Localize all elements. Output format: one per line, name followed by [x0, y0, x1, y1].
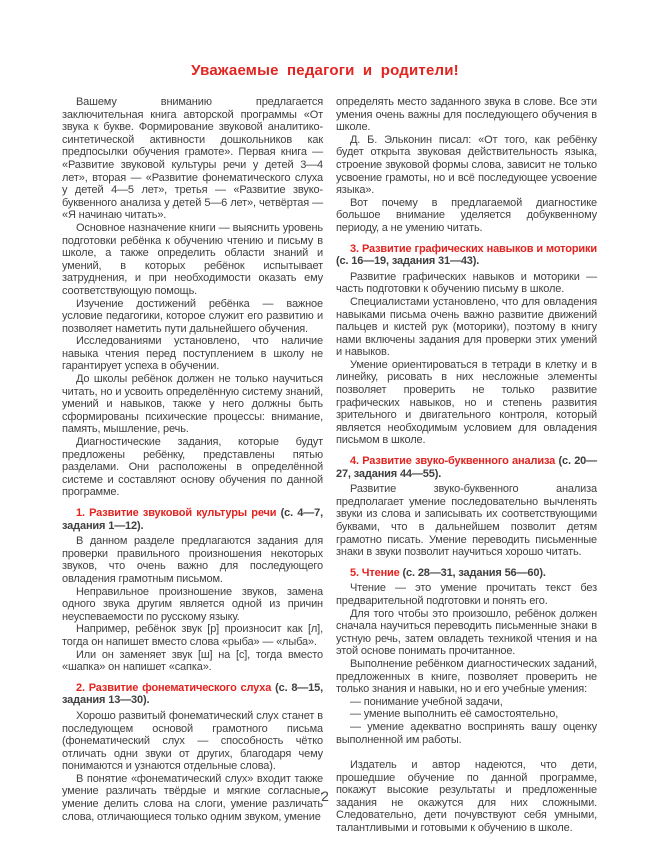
- paragraph: Издатель и автор надеются, что дети, прошедшие обучение по данной программе, покажут высокие результаты и предложенные задания не окажутся для них сложными. Следовательно, дети почувствуют себя умными, талантливыми и готовыми к обучению в школе.: [336, 759, 597, 835]
- paragraph: Чтение — это умение прочитать текст без предварительной подготовки и понять его.: [336, 582, 597, 607]
- section-heading-pages: (с. 8—15, задания 13—30).: [62, 681, 323, 707]
- paragraph: — умение адекватно воспринять вашу оценку выполненной им работы.: [336, 720, 597, 746]
- section-heading-pages: (с. 16—19, задания 31—43).: [336, 255, 480, 268]
- section-heading-pages: (с. 4—7, задания 1—12).: [62, 507, 323, 532]
- section-heading: [62, 507, 323, 532]
- section-heading-title: 1. Развитие звуковой культуры речи: [76, 507, 277, 519]
- paragraph: Вот почему в предлагаемой диагностике большое внимание уделяется добуквенному периоду, а не умению читать.: [336, 196, 597, 234]
- page-title: Уважаемые педагоги и родители!: [191, 62, 459, 79]
- section-heading: [336, 567, 597, 580]
- paragraph: В понятие «фонематический слух» входит также умение различать твёрдые и мягкие согласные, умение делить слова на слоги, умение различать слова, отличающиеся только одним звуком, умение: [62, 772, 323, 823]
- section-heading-pages: (с. 28—31, задания 56—60).: [399, 566, 546, 579]
- section-heading-title: 2. Развитие фонематического слуха: [76, 681, 272, 694]
- left-column: [62, 96, 323, 835]
- paragraph: — понимание учебной задачи,: [350, 695, 503, 708]
- two-column-text: [62, 96, 598, 835]
- paragraph: Неправильное произношение звуков, замена одного звука другим является одной из причин неуспеваемости по русскому языку.: [62, 585, 323, 623]
- paragraph: Или он заменяет звук [ш] на [с], тогда вместо «шапка» он напишет «сапка».: [62, 648, 323, 674]
- paragraph: Исследованиями установлено, что наличие навыка чтения перед поступлением в школу не гарантирует успеха в обучении.: [62, 335, 323, 373]
- section-heading: [336, 243, 597, 268]
- section-heading-title: 3. Развитие графических навыков и моторики: [350, 242, 597, 255]
- paragraph: — умение выполнить её самостоятельно,: [350, 708, 559, 721]
- section-heading-title: 4. Развитие звуко-буквенного анализа: [350, 455, 556, 468]
- paragraph: Для того чтобы это произошло, ребёнок должен сначала научиться переводить письменные знаки в устную речь, затем овладеть техникой чтения и на этой основе понимать прочитанное.: [336, 607, 597, 658]
- right-column: [336, 96, 597, 835]
- paragraph: Выполнение ребёнком диагностических заданий, предложенных в книге, позволяет проверить не только знания и навыки, но и его учебные умения:: [336, 657, 597, 696]
- section-heading-title: 5. Чтение: [350, 566, 400, 579]
- paragraph: Специалистами установлено, что для овладения навыками письма очень важно развитие движений пальцев и кистей рук (моторики), поэтому в книгу нами включены задания для проверки этих умений и навыков.: [336, 295, 597, 359]
- section-heading: [62, 682, 323, 707]
- paragraph: Основное назначение книги — выяснить уровень подготовки ребёнка к обучению чтению и письму в школе, а также определить области знаний и умений, в которых ребёнок испытывает затруднения, и при необходимости оказать ему соответствующую помощь.: [62, 221, 323, 297]
- paragraph: Развитие графических навыков и моторики — часть подготовки к обучению письму в школе.: [336, 270, 597, 296]
- paragraph: определять место заданного звука в слове. Все эти умения очень важны для последующего обучения в школе.: [336, 96, 597, 134]
- paragraph: В данном разделе предлагаются задания для проверки правильного произношения некоторых звуков, что очень важно для последующего овладения грамотным письмом.: [62, 535, 323, 585]
- paragraph: Например, ребёнок звук [р] произносит как [л], тогда он напишет вместо слова «рыба» — «лыба».: [62, 623, 323, 648]
- paragraph: Хорошо развитый фонематический слух станет в последующем основой грамотного письма (фонематический слух — способность чётко отличать одни звуки от других, благодаря чему понимаются и узнаются отдельные слова).: [62, 709, 323, 773]
- paragraph: Развитие звуко-буквенного анализа предполагает умение последовательно вычленять звуки из слова и записывать их соответствующими буквами, что в дальнейшем позволит детям грамотно писать. Умение переводить письменные знаки в звуки позволит научиться хорошо читать.: [336, 483, 597, 559]
- page-number: 2: [321, 788, 329, 804]
- paragraph: Изучение достижений ребёнка — важное условие педагогики, которое служит его развитию и позволяет наметить пути дальнейшего обучения.: [62, 297, 323, 335]
- paragraph: До школы ребёнок должен не только научиться читать, но и усвоить определённую систему знаний, умений и навыков, также у него должны быть сформированы психические процессы: внимание, память, мышление, речь.: [62, 373, 323, 436]
- paragraph: Вашему вниманию предлагается заключительная книга авторской программы «От звука к букве. Формирование звуковой аналитико-синтетической активности дошкольников как предпосылки обучения грамоте». Первая книга — «Развитие звуковой культуры речи у детей 3—4 лет», вторая — «Развитие фонематического слуха у детей 4—5 лет», третья — «Развитие звуко-буквенного анализа у детей 5—6 лет», четвёртая — «Я начинаю читать».: [62, 96, 323, 222]
- paragraph: Диагностические задания, которые будут предложены ребёнку, представлены пятью разделами. Они расположены в определённой системе и составляют основу обучения по данной программе.: [62, 436, 323, 499]
- section-heading: [336, 455, 597, 480]
- paragraph: Умение ориентироваться в тетради в клетку и в линейку, рисовать в них несложные элементы позволяет проверить не только развитие графических навыков, но и степень развития зрительного и двигательного контроля, который является необходимым условием для овладения письмом в школе.: [336, 358, 597, 447]
- section-heading-pages: (с. 20—27, задания 44—55).: [336, 455, 597, 480]
- paragraph: Д. Б. Эльконин писал: «От того, как ребёнку будет открыта звуковая действительность языка, строение звуковой формы слова, зависит не только усвоение грамоты, но и всё последующее усвоение языка».: [336, 133, 597, 197]
